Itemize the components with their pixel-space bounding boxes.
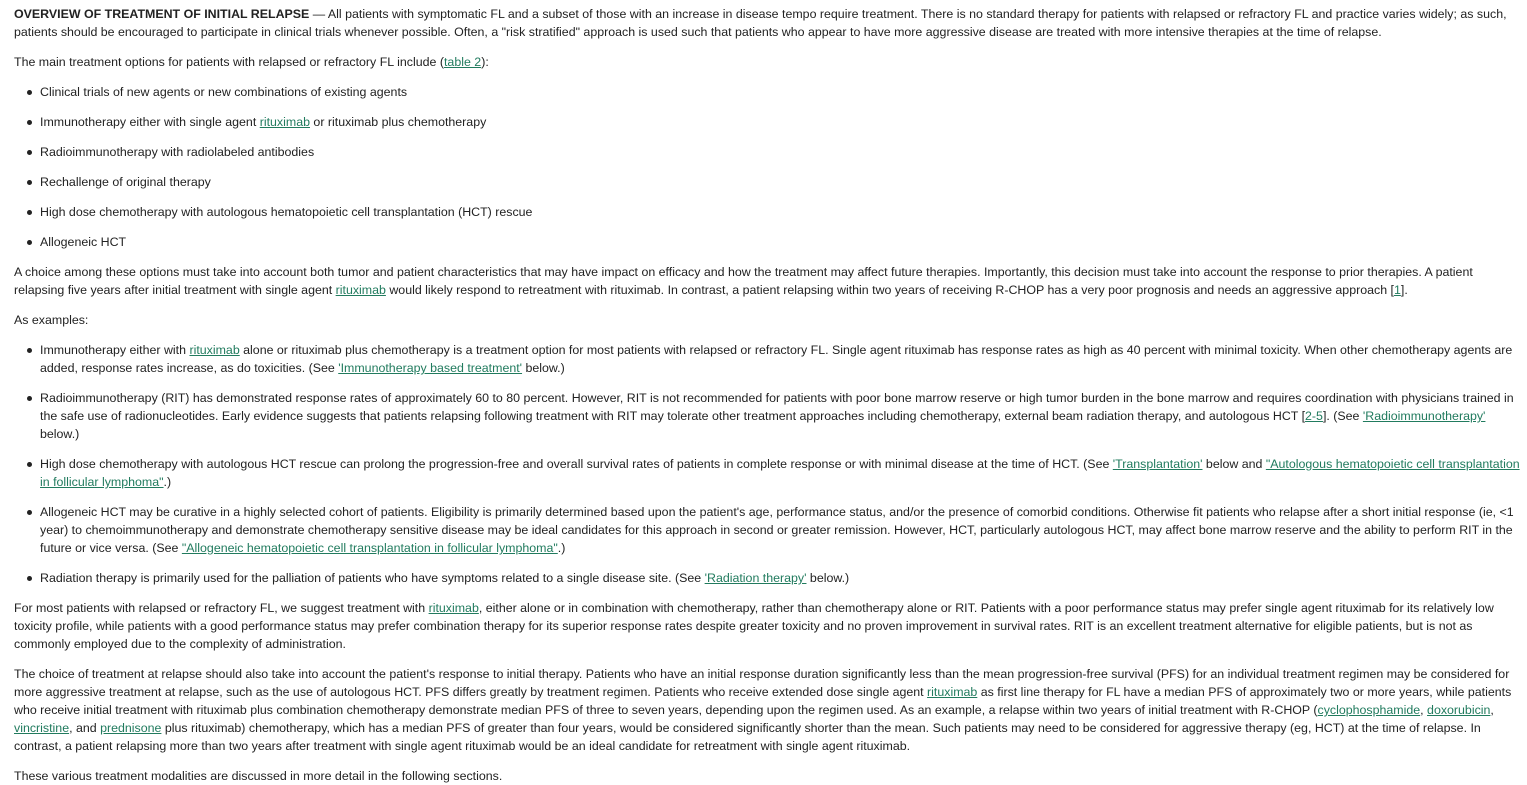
prednisone-link[interactable]: prednisone bbox=[100, 721, 162, 735]
allogeneic-hct-topic-link[interactable]: "Allogeneic hematopoietic cell transplantation in follicular lymphoma" bbox=[181, 541, 558, 555]
rituximab-link[interactable]: rituximab bbox=[189, 343, 240, 357]
treatment-options-list bbox=[14, 83, 1521, 251]
reference-link-1[interactable]: 1 bbox=[1393, 283, 1401, 297]
suggestion-paragraph: For most patients with relapsed or refractory FL, we suggest treatment with rituximab, either alone or in combination with chemotherapy, rather than chemotherapy alone or RIT. Patients with a poor performance status may prefer single agent rituximab for its relatively low toxicity profile, while patients with a good performance status may prefer combination therapy for its superior response rates despite greater toxicity and no proven improvement in survival rates. RIT is an excellent treatment alternative for eligible patients, but is not as commonly employed due to the complexity of administration. bbox=[14, 601, 1494, 651]
rituximab-link[interactable]: rituximab bbox=[335, 283, 386, 297]
list-item: Immunotherapy either with single agent rituximab or rituximab plus chemotherapy bbox=[14, 113, 1521, 131]
radiation-therapy-section-link[interactable]: 'Radiation therapy' bbox=[704, 571, 807, 585]
choice-paragraph: A choice among these options must take into account both tumor and patient characteristics that may have impact on efficacy and how the treatment may affect future therapies. Importantly, this decision must take into account the response to prior therapies. A patient relapsing five years after initial treatment with single agent rituximab would likely respond to retreatment with rituximab. In contrast, a patient relapsing within two years of receiving R-CHOP has a very poor prognosis and needs an aggressive approach [1]. bbox=[14, 265, 1473, 297]
vincristine-link[interactable]: vincristine bbox=[14, 721, 70, 735]
doxorubicin-link[interactable]: doxorubicin bbox=[1427, 703, 1491, 717]
list-item: Rechallenge of original therapy bbox=[14, 173, 1521, 191]
rituximab-link[interactable]: rituximab bbox=[927, 685, 978, 699]
response-paragraph: The choice of treatment at relapse should also take into account the patient's response to initial therapy. Patients who have an initial response duration significantly less than the mean progression-free survival (PFS) for an individual treatment regimen may be considered for more aggressive treatment at relapse, such as the use of autologous HCT. PFS differs greatly by treatment regimen. Patients who receive extended dose single agent rituximab as first line therapy for FL have a median PFS of approximately two or more years, while patients who receive initial treatment with rituximab plus combination chemotherapy demonstrate median PFS of three to seven years, depending upon the regimen used. As an example, a relapse within two years of initial treatment with R-CHOP (cyclophosphamide, doxorubicin, vincristine, and prednisone plus rituximab) chemotherapy, which has a median PFS of greater than four years, would be considered significantly shorter than the mean. Such patients may need to be considered for aggressive therapy (eg, HCT) at the time of relapse. In contrast, a patient relapsing more than two years after treatment with single agent rituximab would be an ideal candidate for retreatment with single agent rituximab. bbox=[14, 667, 1512, 753]
list-item: Allogeneic HCT bbox=[14, 233, 1521, 251]
rituximab-link[interactable]: rituximab bbox=[259, 115, 310, 129]
examples-label: As examples: bbox=[14, 313, 89, 327]
closing-paragraph: These various treatment modalities are discussed in more detail in the following sections. bbox=[14, 769, 503, 783]
list-item: Allogeneic HCT may be curative in a highly selected cohort of patients. Eligibility is primarily determined based upon the patient's age, performance status, and/or the presence of comorbid conditions. Otherwise fit patients who relapse after a short initial response (ie, <1 year) to chemoimmunotherapy and demonstrate chemotherapy sensitive disease may be ideal candidates for this approach in second or greater remission. However, HCT, particularly autologous HCT, may affect bone marrow reserve and the ability to perform RIT in the future or vice versa. (See "Allogeneic hematopoietic cell transplantation in follicular lymphoma".) bbox=[14, 503, 1521, 557]
immunotherapy-section-link[interactable]: 'Immunotherapy based treatment' bbox=[338, 361, 523, 375]
list-item: Radiation therapy is primarily used for the palliation of patients who have symptoms related to a single disease site. (See 'Radiation therapy' below.) bbox=[14, 569, 1521, 587]
options-intro-paragraph: The main treatment options for patients with relapsed or refractory FL include (table 2): bbox=[14, 55, 489, 69]
list-item: High dose chemotherapy with autologous HCT rescue can prolong the progression-free and overall survival rates of patients in complete response or with minimal disease at the time of HCT. (See 'Transplantation' below and "Autologous hematopoietic cell transplantation in follicular lymphoma".) bbox=[14, 455, 1521, 491]
list-item: High dose chemotherapy with autologous hematopoietic cell transplantation (HCT) rescue bbox=[14, 203, 1521, 221]
list-item: Immunotherapy either with rituximab alone or rituximab plus chemotherapy is a treatment option for most patients with relapsed or refractory FL. Single agent rituximab has response rates as high as 40 percent with minimal toxicity. When other chemotherapy agents are added, response rates increase, as do toxicities. (See 'Immunotherapy based treatment' below.) bbox=[14, 341, 1521, 377]
radioimmunotherapy-section-link[interactable]: 'Radioimmunotherapy' bbox=[1362, 409, 1486, 423]
list-item: Radioimmunotherapy (RIT) has demonstrated response rates of approximately 60 to 80 percent. However, RIT is not recommended for patients with poor bone marrow reserve or high tumor burden in the bone marrow and requires coordination with physicians trained in the safe use of radionucleotides. Early evidence suggests that patients relapsing following treatment with RIT may tolerate other treatment approaches including chemotherapy, external beam radiation therapy, and autologous HCT [2-5]. (See 'Radioimmunotherapy' below.) bbox=[14, 389, 1521, 443]
section-heading: OVERVIEW OF TREATMENT OF INITIAL RELAPSE bbox=[14, 7, 310, 21]
table-2-link[interactable]: table 2 bbox=[443, 55, 482, 69]
examples-list bbox=[14, 341, 1521, 587]
autologous-hct-topic-link[interactable]: "Autologous hematopoietic cell transplantation in follicular lymphoma" bbox=[40, 457, 1520, 489]
overview-paragraph: OVERVIEW OF TREATMENT OF INITIAL RELAPSE — All patients with symptomatic FL and a subset of those with an increase in disease tempo require treatment. There is no standard therapy for patients with relapsed or refractory FL and practice varies widely; as such, patients should be encouraged to participate in clinical trials whenever possible. Often, a "risk stratified" approach is used such that patients who appear to have more aggressive disease are treated with more intensive therapies at the time of relapse. bbox=[14, 7, 1507, 39]
list-item: Clinical trials of new agents or new combinations of existing agents bbox=[14, 83, 1521, 101]
cyclophosphamide-link[interactable]: cyclophosphamide bbox=[1317, 703, 1421, 717]
list-item: Radioimmunotherapy with radiolabeled antibodies bbox=[14, 143, 1521, 161]
rituximab-link[interactable]: rituximab bbox=[428, 601, 479, 615]
reference-link-2-5[interactable]: 2-5 bbox=[1305, 409, 1323, 423]
transplantation-section-link[interactable]: 'Transplantation' bbox=[1112, 457, 1203, 471]
